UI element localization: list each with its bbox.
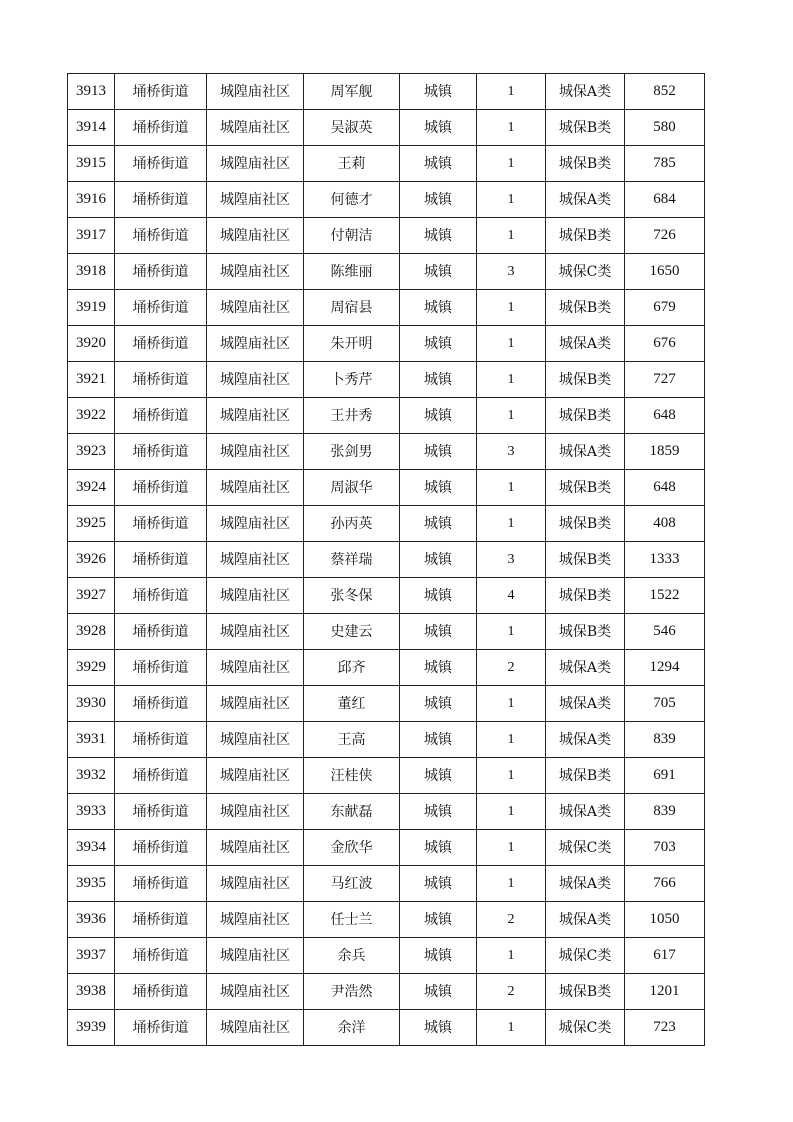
community-cell: 城隍庙社区 (207, 218, 304, 254)
amount-cell: 1650 (625, 254, 705, 290)
amount-cell: 726 (625, 218, 705, 254)
community-cell: 城隍庙社区 (207, 74, 304, 110)
table-row (68, 398, 705, 434)
street-cell: 埇桥街道 (115, 1010, 207, 1046)
street-cell: 埇桥街道 (115, 182, 207, 218)
street-cell: 埇桥街道 (115, 974, 207, 1010)
name-cell: 周军舰 (304, 74, 400, 110)
area-type-cell: 城镇 (400, 578, 477, 614)
street-cell: 埇桥街道 (115, 578, 207, 614)
table-row (68, 938, 705, 974)
amount-cell: 727 (625, 362, 705, 398)
area-type-cell: 城镇 (400, 1010, 477, 1046)
area-type-cell: 城镇 (400, 110, 477, 146)
category-cell: 城保B类 (546, 290, 625, 326)
community-cell: 城隍庙社区 (207, 578, 304, 614)
household-count-cell: 1 (477, 722, 546, 758)
household-count-cell: 1 (477, 218, 546, 254)
name-cell: 金欣华 (304, 830, 400, 866)
area-type-cell: 城镇 (400, 758, 477, 794)
category-cell: 城保B类 (546, 398, 625, 434)
record-id-cell: 3933 (68, 794, 115, 830)
community-cell: 城隍庙社区 (207, 866, 304, 902)
area-type-cell: 城镇 (400, 362, 477, 398)
table-row (68, 254, 705, 290)
category-cell: 城保B类 (546, 470, 625, 506)
table-row (68, 974, 705, 1010)
amount-cell: 1522 (625, 578, 705, 614)
category-cell: 城保A类 (546, 866, 625, 902)
table-row (68, 470, 705, 506)
category-cell: 城保B类 (546, 758, 625, 794)
area-type-cell: 城镇 (400, 830, 477, 866)
name-cell: 史建云 (304, 614, 400, 650)
street-cell: 埇桥街道 (115, 614, 207, 650)
amount-cell: 723 (625, 1010, 705, 1046)
area-type-cell: 城镇 (400, 794, 477, 830)
record-id-cell: 3921 (68, 362, 115, 398)
area-type-cell: 城镇 (400, 182, 477, 218)
category-cell: 城保A类 (546, 326, 625, 362)
area-type-cell: 城镇 (400, 974, 477, 1010)
record-id-cell: 3914 (68, 110, 115, 146)
street-cell: 埇桥街道 (115, 866, 207, 902)
household-count-cell: 1 (477, 470, 546, 506)
category-cell: 城保C类 (546, 938, 625, 974)
table-row (68, 542, 705, 578)
amount-cell: 580 (625, 110, 705, 146)
record-id-cell: 3917 (68, 218, 115, 254)
record-id-cell: 3923 (68, 434, 115, 470)
name-cell: 吴淑英 (304, 110, 400, 146)
record-id-cell: 3918 (68, 254, 115, 290)
household-count-cell: 2 (477, 650, 546, 686)
amount-cell: 679 (625, 290, 705, 326)
record-id-cell: 3930 (68, 686, 115, 722)
area-type-cell: 城镇 (400, 938, 477, 974)
table-row (68, 650, 705, 686)
category-cell: 城保B类 (546, 362, 625, 398)
name-cell: 付朝洁 (304, 218, 400, 254)
amount-cell: 691 (625, 758, 705, 794)
street-cell: 埇桥街道 (115, 146, 207, 182)
name-cell: 尹浩然 (304, 974, 400, 1010)
community-cell: 城隍庙社区 (207, 614, 304, 650)
amount-cell: 766 (625, 866, 705, 902)
community-cell: 城隍庙社区 (207, 758, 304, 794)
table-row (68, 74, 705, 110)
category-cell: 城保A类 (546, 74, 625, 110)
name-cell: 马红波 (304, 866, 400, 902)
household-count-cell: 1 (477, 146, 546, 182)
community-cell: 城隍庙社区 (207, 398, 304, 434)
amount-cell: 852 (625, 74, 705, 110)
amount-cell: 408 (625, 506, 705, 542)
household-count-cell: 1 (477, 110, 546, 146)
street-cell: 埇桥街道 (115, 722, 207, 758)
amount-cell: 1859 (625, 434, 705, 470)
category-cell: 城保A类 (546, 902, 625, 938)
household-count-cell: 1 (477, 686, 546, 722)
record-id-cell: 3934 (68, 830, 115, 866)
name-cell: 周宿县 (304, 290, 400, 326)
category-cell: 城保B类 (546, 614, 625, 650)
household-count-cell: 3 (477, 542, 546, 578)
community-cell: 城隍庙社区 (207, 146, 304, 182)
community-cell: 城隍庙社区 (207, 434, 304, 470)
table-body (68, 74, 705, 1046)
record-id-cell: 3922 (68, 398, 115, 434)
name-cell: 董红 (304, 686, 400, 722)
table-row (68, 110, 705, 146)
category-cell: 城保A类 (546, 434, 625, 470)
name-cell: 张冬保 (304, 578, 400, 614)
household-count-cell: 1 (477, 398, 546, 434)
amount-cell: 617 (625, 938, 705, 974)
street-cell: 埇桥街道 (115, 110, 207, 146)
record-id-cell: 3932 (68, 758, 115, 794)
street-cell: 埇桥街道 (115, 326, 207, 362)
table-row (68, 614, 705, 650)
table-row (68, 326, 705, 362)
street-cell: 埇桥街道 (115, 254, 207, 290)
area-type-cell: 城镇 (400, 74, 477, 110)
record-id-cell: 3929 (68, 650, 115, 686)
street-cell: 埇桥街道 (115, 506, 207, 542)
street-cell: 埇桥街道 (115, 362, 207, 398)
record-id-cell: 3938 (68, 974, 115, 1010)
community-cell: 城隍庙社区 (207, 902, 304, 938)
category-cell: 城保B类 (546, 578, 625, 614)
table-row (68, 722, 705, 758)
community-cell: 城隍庙社区 (207, 470, 304, 506)
name-cell: 邱齐 (304, 650, 400, 686)
table-row (68, 1010, 705, 1046)
household-count-cell: 1 (477, 290, 546, 326)
category-cell: 城保C类 (546, 1010, 625, 1046)
amount-cell: 676 (625, 326, 705, 362)
record-id-cell: 3916 (68, 182, 115, 218)
name-cell: 蔡祥瑞 (304, 542, 400, 578)
record-id-cell: 3935 (68, 866, 115, 902)
street-cell: 埇桥街道 (115, 290, 207, 326)
household-count-cell: 4 (477, 578, 546, 614)
area-type-cell: 城镇 (400, 434, 477, 470)
amount-cell: 785 (625, 146, 705, 182)
household-count-cell: 1 (477, 830, 546, 866)
name-cell: 孙丙英 (304, 506, 400, 542)
household-count-cell: 1 (477, 326, 546, 362)
record-id-cell: 3925 (68, 506, 115, 542)
record-id-cell: 3915 (68, 146, 115, 182)
amount-cell: 648 (625, 398, 705, 434)
community-cell: 城隍庙社区 (207, 830, 304, 866)
community-cell: 城隍庙社区 (207, 182, 304, 218)
area-type-cell: 城镇 (400, 326, 477, 362)
category-cell: 城保C类 (546, 830, 625, 866)
category-cell: 城保B类 (546, 146, 625, 182)
community-cell: 城隍庙社区 (207, 254, 304, 290)
category-cell: 城保A类 (546, 794, 625, 830)
amount-cell: 705 (625, 686, 705, 722)
area-type-cell: 城镇 (400, 902, 477, 938)
street-cell: 埇桥街道 (115, 938, 207, 974)
area-type-cell: 城镇 (400, 470, 477, 506)
table-row (68, 866, 705, 902)
community-cell: 城隍庙社区 (207, 326, 304, 362)
name-cell: 东献磊 (304, 794, 400, 830)
name-cell: 卜秀芹 (304, 362, 400, 398)
area-type-cell: 城镇 (400, 614, 477, 650)
name-cell: 余洋 (304, 1010, 400, 1046)
name-cell: 王井秀 (304, 398, 400, 434)
community-cell: 城隍庙社区 (207, 110, 304, 146)
household-count-cell: 3 (477, 254, 546, 290)
amount-cell: 839 (625, 722, 705, 758)
record-id-cell: 3924 (68, 470, 115, 506)
street-cell: 埇桥街道 (115, 758, 207, 794)
name-cell: 余兵 (304, 938, 400, 974)
category-cell: 城保B类 (546, 974, 625, 1010)
category-cell: 城保A类 (546, 650, 625, 686)
name-cell: 任士兰 (304, 902, 400, 938)
record-id-cell: 3931 (68, 722, 115, 758)
amount-cell: 703 (625, 830, 705, 866)
amount-cell: 1201 (625, 974, 705, 1010)
area-type-cell: 城镇 (400, 398, 477, 434)
household-count-cell: 1 (477, 506, 546, 542)
name-cell: 张剑男 (304, 434, 400, 470)
household-count-cell: 1 (477, 614, 546, 650)
name-cell: 陈维丽 (304, 254, 400, 290)
amount-cell: 546 (625, 614, 705, 650)
street-cell: 埇桥街道 (115, 542, 207, 578)
household-count-cell: 1 (477, 182, 546, 218)
name-cell: 周淑华 (304, 470, 400, 506)
household-count-cell: 1 (477, 758, 546, 794)
record-id-cell: 3927 (68, 578, 115, 614)
record-id-cell: 3928 (68, 614, 115, 650)
category-cell: 城保A类 (546, 722, 625, 758)
category-cell: 城保B类 (546, 506, 625, 542)
name-cell: 王高 (304, 722, 400, 758)
community-cell: 城隍庙社区 (207, 722, 304, 758)
street-cell: 埇桥街道 (115, 398, 207, 434)
records-table (67, 73, 705, 1046)
category-cell: 城保A类 (546, 182, 625, 218)
table-row (68, 182, 705, 218)
household-count-cell: 1 (477, 74, 546, 110)
community-cell: 城隍庙社区 (207, 362, 304, 398)
table-row (68, 506, 705, 542)
record-id-cell: 3939 (68, 1010, 115, 1046)
table-row (68, 434, 705, 470)
area-type-cell: 城镇 (400, 290, 477, 326)
street-cell: 埇桥街道 (115, 218, 207, 254)
area-type-cell: 城镇 (400, 218, 477, 254)
record-id-cell: 3936 (68, 902, 115, 938)
area-type-cell: 城镇 (400, 686, 477, 722)
table-row (68, 578, 705, 614)
household-count-cell: 2 (477, 974, 546, 1010)
area-type-cell: 城镇 (400, 866, 477, 902)
area-type-cell: 城镇 (400, 146, 477, 182)
table-row (68, 794, 705, 830)
community-cell: 城隍庙社区 (207, 794, 304, 830)
household-count-cell: 2 (477, 902, 546, 938)
street-cell: 埇桥街道 (115, 686, 207, 722)
category-cell: 城保C类 (546, 254, 625, 290)
name-cell: 王莉 (304, 146, 400, 182)
street-cell: 埇桥街道 (115, 830, 207, 866)
name-cell: 何德才 (304, 182, 400, 218)
record-id-cell: 3913 (68, 74, 115, 110)
amount-cell: 1294 (625, 650, 705, 686)
area-type-cell: 城镇 (400, 722, 477, 758)
amount-cell: 648 (625, 470, 705, 506)
household-count-cell: 1 (477, 362, 546, 398)
table-row (68, 902, 705, 938)
record-id-cell: 3937 (68, 938, 115, 974)
street-cell: 埇桥街道 (115, 74, 207, 110)
street-cell: 埇桥街道 (115, 902, 207, 938)
amount-cell: 684 (625, 182, 705, 218)
name-cell: 朱开明 (304, 326, 400, 362)
table-row (68, 686, 705, 722)
amount-cell: 839 (625, 794, 705, 830)
community-cell: 城隍庙社区 (207, 506, 304, 542)
record-id-cell: 3926 (68, 542, 115, 578)
household-count-cell: 1 (477, 794, 546, 830)
community-cell: 城隍庙社区 (207, 1010, 304, 1046)
table-row (68, 758, 705, 794)
category-cell: 城保B类 (546, 110, 625, 146)
table-row (68, 362, 705, 398)
community-cell: 城隍庙社区 (207, 974, 304, 1010)
street-cell: 埇桥街道 (115, 794, 207, 830)
record-id-cell: 3919 (68, 290, 115, 326)
table-row (68, 146, 705, 182)
table-row (68, 290, 705, 326)
record-id-cell: 3920 (68, 326, 115, 362)
table-row (68, 830, 705, 866)
amount-cell: 1333 (625, 542, 705, 578)
community-cell: 城隍庙社区 (207, 938, 304, 974)
name-cell: 汪桂侠 (304, 758, 400, 794)
community-cell: 城隍庙社区 (207, 542, 304, 578)
community-cell: 城隍庙社区 (207, 290, 304, 326)
community-cell: 城隍庙社区 (207, 686, 304, 722)
household-count-cell: 3 (477, 434, 546, 470)
community-cell: 城隍庙社区 (207, 650, 304, 686)
area-type-cell: 城镇 (400, 542, 477, 578)
street-cell: 埇桥街道 (115, 470, 207, 506)
household-count-cell: 1 (477, 866, 546, 902)
household-count-cell: 1 (477, 1010, 546, 1046)
category-cell: 城保B类 (546, 218, 625, 254)
street-cell: 埇桥街道 (115, 650, 207, 686)
amount-cell: 1050 (625, 902, 705, 938)
household-count-cell: 1 (477, 938, 546, 974)
area-type-cell: 城镇 (400, 650, 477, 686)
street-cell: 埇桥街道 (115, 434, 207, 470)
category-cell: 城保A类 (546, 686, 625, 722)
table-row (68, 218, 705, 254)
area-type-cell: 城镇 (400, 254, 477, 290)
category-cell: 城保B类 (546, 542, 625, 578)
area-type-cell: 城镇 (400, 506, 477, 542)
